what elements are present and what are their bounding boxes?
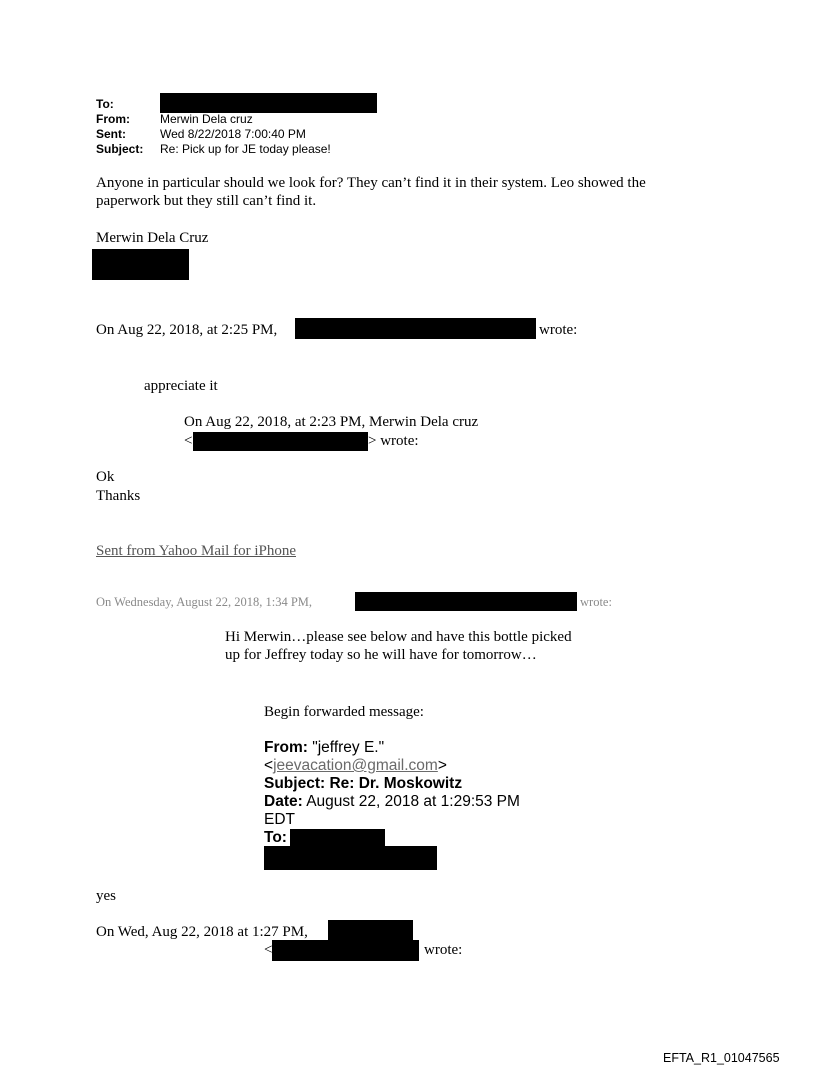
fwd-email-lt: <: [264, 757, 274, 774]
reply-lt: <: [264, 942, 273, 958]
message-line-2: paperwork but they still can’t find it.: [96, 193, 317, 209]
from-value: Merwin Dela cruz: [160, 112, 253, 126]
redaction-quote1-sender: [295, 318, 536, 339]
redaction-quote2-email: [193, 432, 368, 451]
quote1-intro: On Aug 22, 2018, at 2:25 PM,: [96, 322, 278, 338]
sent-label: Sent:: [96, 127, 126, 141]
quote3-wrote: wrote:: [580, 595, 612, 609]
fwd-from-line: [264, 739, 384, 757]
reply-ok: Ok: [96, 469, 115, 485]
sent-value: Wed 8/22/2018 7:00:40 PM: [160, 127, 306, 141]
quote2-wrote: > wrote:: [368, 433, 419, 449]
signature-name: Merwin Dela Cruz: [96, 230, 209, 246]
quote3-line-2: up for Jeffrey today so he will have for tomorrow…: [225, 647, 537, 663]
subject-value: Re: Pick up for JE today please!: [160, 142, 331, 156]
redaction-signature: [92, 249, 189, 280]
fwd-date-line: [264, 793, 520, 811]
fwd-subject: Subject: Re: Dr. Moskowitz: [264, 775, 463, 792]
redaction-to: [160, 93, 377, 113]
redaction-fwd-to-1: [290, 829, 385, 847]
reply-intro: On Wed, Aug 22, 2018 at 1:27 PM,: [96, 924, 308, 940]
fwd-email-line: [264, 757, 447, 775]
fwd-date-value: August 22, 2018 at 1:29:53 PM: [306, 793, 520, 810]
bates-number: EFTA_R1_01047565: [663, 1051, 780, 1065]
begin-forwarded: Begin forwarded message:: [264, 704, 424, 720]
quote2-lt: <: [184, 433, 193, 449]
to-label: To:: [96, 97, 114, 111]
message-line-1: Anyone in particular should we look for? They can’t find it in their system. Leo showed the: [96, 175, 646, 191]
fwd-date-label: Date:: [264, 793, 303, 810]
redaction-quote3-sender: [355, 592, 577, 611]
reply-thanks: Thanks: [96, 488, 141, 504]
fwd-from-label: From:: [264, 739, 308, 756]
fwd-email-gt: >: [437, 757, 447, 774]
quote3-line-1: Hi Merwin…please see below and have this bottle picked: [225, 629, 572, 645]
reply-wrote: wrote:: [424, 942, 463, 958]
quote2-intro: On Aug 22, 2018, at 2:23 PM, Merwin Dela cruz: [184, 414, 479, 430]
quote1-text: appreciate it: [144, 378, 218, 394]
fwd-from-value: "jeffrey E.": [312, 739, 385, 756]
fwd-date-tz: EDT: [264, 811, 295, 828]
redaction-reply-email: [272, 940, 419, 961]
reply-yes: yes: [96, 888, 116, 904]
from-label: From:: [96, 112, 130, 126]
redaction-fwd-to-2: [264, 846, 437, 870]
yahoo-mail-link[interactable]: Sent from Yahoo Mail for iPhone: [96, 543, 296, 559]
redaction-reply-sender: [328, 920, 413, 942]
fwd-to-label: To:: [264, 829, 287, 846]
subject-label: Subject:: [96, 142, 144, 156]
quote3-intro: On Wednesday, August 22, 2018, 1:34 PM,: [96, 595, 313, 609]
fwd-email-link[interactable]: jeevacation@gmail.com: [273, 757, 438, 774]
quote1-wrote: wrote:: [539, 322, 578, 338]
